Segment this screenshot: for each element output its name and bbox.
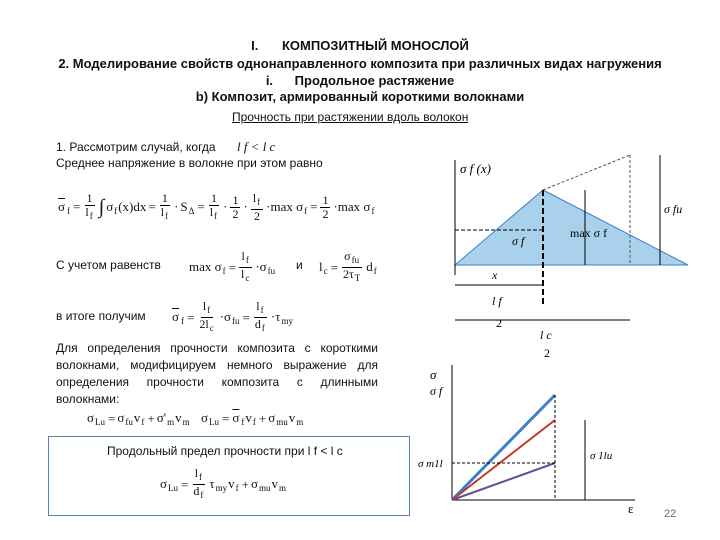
label-max-sigma-f: max σ f (570, 226, 608, 240)
label-lf-num: l f (492, 294, 502, 308)
formula-boxed: $\sigma_{Lu}$ = $\frac{l_f}{d_f}$ $\tau_{my}v_f$ + $\sigma_{mu}v_m$ (160, 466, 286, 500)
boxed-result (48, 436, 410, 516)
header-line1 (0, 38, 720, 53)
label-sigma-m: σ m1l (418, 458, 443, 470)
header-line3 (0, 73, 720, 88)
formula-result: $\overline{\sigma}$ $_f$ = $\frac{l_f}{2l_c}$ $\cdot\sigma_{fu}$ = $\frac{l_f}{d_f}$ $\cdot\tau_{my}$ (172, 299, 293, 333)
formula-critical-length: $l_c$ = $\frac{\sigma_{fu}}{2\tau_T}$ $d_f$ (319, 249, 377, 283)
label-lf-den: 2 (496, 316, 502, 330)
and-text: и (296, 258, 303, 272)
case-intro (56, 138, 275, 156)
fiber-line (452, 395, 555, 500)
case-condition: l f < l c (236, 139, 276, 154)
page-number: 22 (664, 508, 677, 520)
label-sigma: σ (430, 367, 437, 382)
formula-short-fiber: $\sigma_{Lu}$ = $\overline{\sigma}$ $_fv_f$ + $\sigma_{mu}v_m$ (201, 410, 304, 427)
header-line1-num: I. (251, 38, 259, 53)
stress-strain-diagram (410, 355, 660, 515)
paragraph-text: Для определения прочности композита с короткими волокнами, модифицируем немного выражение для определения прочности композита с длинными волокнами: (56, 341, 378, 406)
case-intro-text: 1. Рассмотрим случай, когда (56, 140, 216, 154)
section-subtitle: Прочность при растяжении вдоль волокон (232, 110, 469, 124)
header-line1-title: КОМПОЗИТНЫЙ МОНОСЛОЙ (281, 38, 469, 53)
matrix-line (452, 463, 555, 500)
label-sigma-lu: σ 1lu (590, 450, 613, 462)
header-line3-title: Продольное растяжение (294, 73, 455, 88)
considering-text: С учетом равенств (56, 258, 161, 272)
label-lc-num: l c (540, 328, 552, 342)
label-x: x (492, 268, 498, 282)
composite-line (452, 420, 555, 500)
label-sigma-fu: σ fu (664, 202, 683, 216)
formula-max-stress: $\max \sigma_f$ = $\frac{l_f}{l_c}$ $\cdot\sigma_{fu}$ (189, 249, 276, 283)
result-text: в итоге получим (56, 309, 146, 323)
label-sigma-f: σ f (512, 234, 525, 248)
mean-stress-text: Среднее напряжение в волокне при этом равно (56, 156, 323, 170)
label-sigma-fx: σ f (x) (460, 161, 491, 176)
header-line2: 2. Моделирование свойств однонаправленного композита при различных видах нагружения (58, 56, 662, 71)
dashed-extension (543, 155, 630, 190)
boxed-result-text: Продольный предел прочности при l f < l c (107, 444, 343, 458)
label-lc-den: 2 (544, 346, 550, 360)
header-line3-num: i. (265, 73, 274, 88)
formula-mean-stress: $\overline{\sigma}$ $_f$ = $\frac{1}{l_f}$ ∫ $\sigma_f(x)dx$ = $\frac{1}{l_f}$ · $S_\Delta$ = $\frac{1}{l_f}$ · $\frac{1}{2}$ · $\frac{l_f}{2}$ ·max $\sigma_f$ = $\frac{1}{2}$ ·max $\sigma_f$ (58, 190, 375, 223)
label-epsilon: ε (628, 501, 634, 515)
stress-distribution-diagram (420, 145, 710, 365)
label-sigma-f-bottom: σ f (430, 384, 443, 398)
header-line4: b) Композит, армированный короткими волокнами (195, 89, 525, 104)
formula-long-fiber: $\sigma_{Lu}$ = $\sigma_{fu}v_f$ + $\sigma'_mv_m$ (87, 410, 190, 427)
